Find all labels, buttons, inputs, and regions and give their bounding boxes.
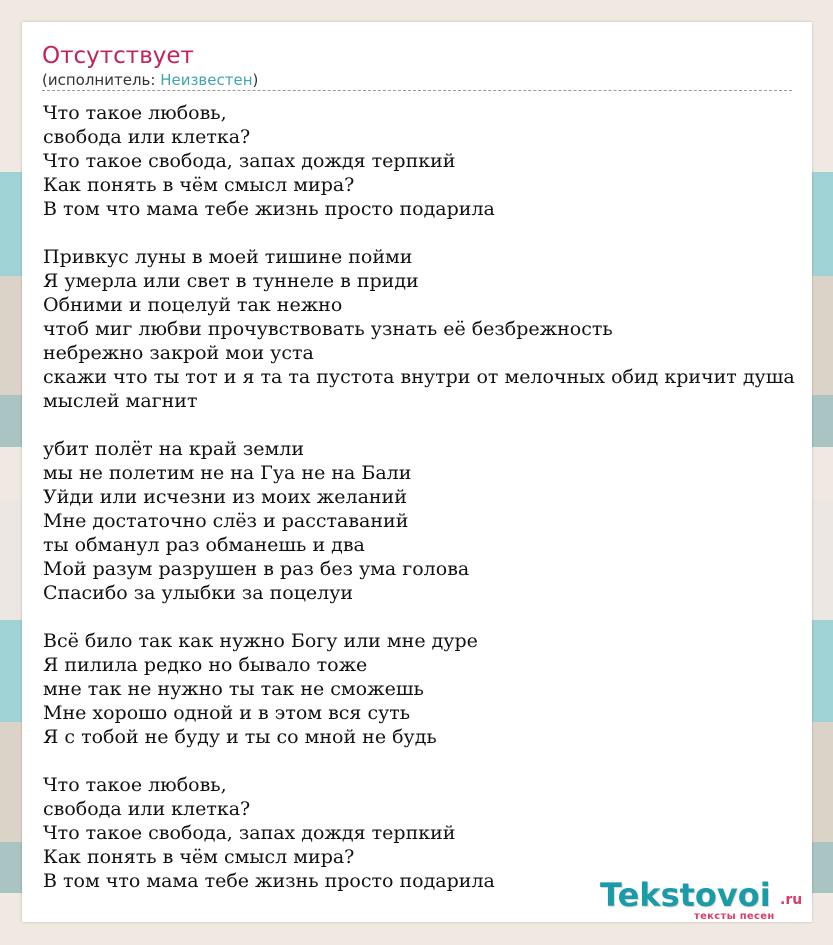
site-logo[interactable]: [600, 877, 810, 922]
artist-link[interactable]: Неизвестен: [160, 71, 253, 89]
lyrics-card: [22, 22, 812, 922]
logo-wordmark: Tekstovoi: [600, 876, 771, 914]
artist-suffix: ): [252, 71, 259, 89]
logo-domain: .ru: [780, 892, 803, 908]
logo-tagline: тексты песен: [694, 911, 775, 922]
title-divider: [42, 90, 792, 91]
lyrics-text: Что такое любовь, свобода или клетка? Что такое свобода, запах дождя терпкий Как понять в чём смысл мира? В том что мама тебе жизнь просто подарила Привкус луны в моей тишине пойми Я умерла или свет в туннеле в приди Обними и поцелуй так нежно чтоб миг любви прочувствовать узнать её безбрежность небрежно закрой мои уста скажи что ты тот и я та та пустота внутри от мелочных обид кричит душа мыслей магнит убит полёт на край земли мы не полетим не на Гуа не на Бали Уйди или исчезни из моих желаний Мне достаточно слёз и расставаний ты обманул раз обманешь и два Мой разум разрушен в раз без ума голова Спасибо за улыбки за поцелуи Всё било так как нужно Богу или мне дуре Я пилила редко но бывало тоже мне так не нужно ты так не сможешь Мне хорошо одной и в этом вся суть Я с тобой не буду и ты со мной не будь Что такое любовь, свобода или клетка? Что такое свобода, запах дождя терпкий Как понять в чём смысл мира? В том что мама тебе жизнь просто подарила: [43, 102, 795, 892]
song-title: Отсутствует: [42, 43, 194, 69]
artist-prefix: (исполнитель:: [42, 71, 161, 89]
artist-line: [42, 71, 258, 89]
